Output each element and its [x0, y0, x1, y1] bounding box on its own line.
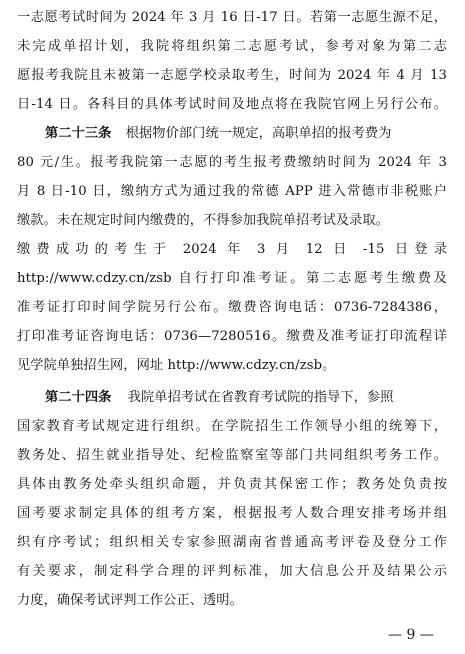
paragraph-line: 教务处、招生就业指导处、纪检监察室等部门共同组织考务工作。: [17, 448, 447, 463]
article-heading-24: 第二十四条: [45, 390, 112, 405]
article-23-first-line: [45, 120, 447, 148]
article-24-first-line: [45, 384, 447, 412]
paragraph-line: 准考证打印时间学院另行公布。缴费咨询电话：0736-7284386，: [17, 300, 447, 315]
paragraph-line: 未完成单招计划，我院将组织第二志愿考试，参考对象为第二志: [17, 39, 447, 54]
paragraph-line: http://www.cdzy.cn/zsb 自行打印准考证。第二志愿考生缴费及: [17, 271, 447, 286]
article-heading-23: 第二十三条: [45, 126, 112, 141]
paragraph-line: 织有序考试；组织相关专家参照湖南省普通高考评卷及登分工作: [17, 535, 447, 550]
page-number: — 9 —: [388, 627, 434, 643]
paragraph-line: 缴费成功的考生于 2024 年 3 月 12 日 -15 日登录: [17, 242, 447, 257]
paragraph-text: 我院单招考试在省教育考试院的指导下，参照: [127, 390, 394, 405]
paragraph-line: 有关要求，制定科学合理的评判标准，加大信息公开及结果公示: [17, 564, 447, 579]
paragraph-line: 月 8 日-10 日，缴纳方式为通过我的常德 APP 进入常德市非税账户: [17, 184, 447, 199]
paragraph-line: 缴款。未在规定时间内缴费的，不得参加我院单招考试及录取。: [17, 213, 390, 228]
paragraph-line: 见学院单独招生网，网址 http://www.cdzy.cn/zsb。: [17, 358, 336, 373]
paragraph-line: 日-14 日。各科目的具体考试时间及地点将在我院官网上另行公布。: [17, 97, 447, 112]
paragraph-line: 80 元/生。报考我院第一志愿的考生报考费缴纳时间为 2024 年 3: [17, 155, 447, 170]
paragraph-line: 国考要求制定具体的组考方案，根据报考人数合理安排考场并组: [17, 506, 447, 521]
paragraph-line: 打印准考证咨询电话：0736—7280516。缴费及准考证打印流程详: [17, 329, 447, 344]
paragraph-line: 一志愿考试时间为 2024 年 3 月 16 日-17 日。若第一志愿生源不足，: [17, 10, 447, 25]
paragraph-line: 具体由教务处牵头组织命题，并负责其保密工作；教务处负责按: [17, 477, 447, 492]
paragraph-text: 根据物价部门统一规定，高职单招的报考费为: [125, 126, 392, 141]
paragraph-line: 国家教育考试规定进行组织。在学院招生工作领导小组的统筹下，: [17, 419, 447, 434]
paragraph-line: 力度，确保考试评判工作公正、透明。: [17, 593, 243, 608]
paragraph-line: 愿报考我院且未被第一志愿学校录取考生，时间为 2024 年 4 月 13: [17, 68, 447, 83]
